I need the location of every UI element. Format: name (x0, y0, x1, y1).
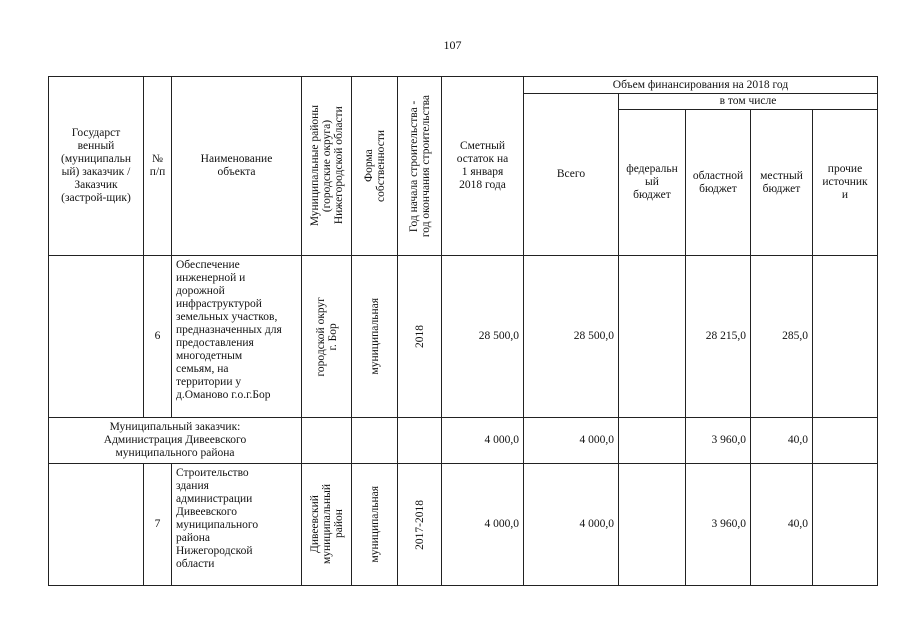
cell-ownership-text: муниципальная (368, 298, 381, 375)
cell-district (302, 464, 352, 586)
cell-ownership-text: муниципальная (368, 486, 381, 563)
header-object-name: Наименование объекта (172, 77, 302, 256)
header-total: Всего (524, 94, 619, 256)
cell-num: 6 (144, 256, 172, 418)
cell-district-text: Дивеевский муниципальный район (308, 484, 345, 565)
header-municipal-districts-text: Муниципальные районы (городские округа) Нижегородской области (308, 105, 345, 227)
cell-years-text: 2017-2018 (413, 499, 426, 550)
header-municipal-districts (302, 77, 352, 256)
group-years (398, 418, 442, 464)
cell-object: Обеспечение инженерной и дорожной инфраструктурой земельных участков, предназначенных для предоставления многодетным семьям, на территории у д.Оманово г.о.г.Бор (172, 256, 302, 418)
header-years-text: Год начала строительства - год окончания строительства (407, 94, 432, 238)
header-regional: областной бюджет (686, 110, 751, 256)
group-local: 40,0 (751, 418, 813, 464)
header-row-1 (49, 77, 878, 94)
cell-estimate: 28 500,0 (442, 256, 524, 418)
header-years (398, 77, 442, 256)
cell-years-text: 2018 (413, 325, 426, 348)
cell-federal (619, 464, 686, 586)
group-federal (619, 418, 686, 464)
header-including: в том числе (619, 94, 878, 110)
cell-local: 40,0 (751, 464, 813, 586)
header-estimate-remainder: Сметный остаток на 1 января 2018 года (442, 77, 524, 256)
cell-total: 4 000,0 (524, 464, 619, 586)
header-local: местный бюджет (751, 110, 813, 256)
cell-other (813, 464, 878, 586)
cell-district-text: городской округ г. Бор (314, 296, 339, 377)
cell-regional: 3 960,0 (686, 464, 751, 586)
header-other: прочие источник и (813, 110, 878, 256)
page-number: 107 (443, 38, 462, 52)
cell-ownership (352, 464, 398, 586)
cell-regional: 28 215,0 (686, 256, 751, 418)
cell-local: 285,0 (751, 256, 813, 418)
cell-num: 7 (144, 464, 172, 586)
group-regional: 3 960,0 (686, 418, 751, 464)
cell-federal (619, 256, 686, 418)
cell-ownership (352, 256, 398, 418)
header-num: № п/п (144, 77, 172, 256)
group-ownership (352, 418, 398, 464)
header-customer: Государст венный (муниципальн ый) заказчик / Заказчик (застрой-щик) (49, 77, 144, 256)
group-district (302, 418, 352, 464)
group-row (49, 418, 878, 464)
group-label: Муниципальный заказчик: Администрация Дивеевского муниципального района (49, 418, 302, 464)
cell-customer (49, 256, 144, 418)
group-total: 4 000,0 (524, 418, 619, 464)
cell-district (302, 256, 352, 418)
cell-object: Строительство здания администрации Дивеевского муниципального района Нижегородской области (172, 464, 302, 586)
header-ownership-text: Форма собственности (362, 130, 387, 202)
group-other (813, 418, 878, 464)
table-row (49, 464, 878, 586)
cell-customer (49, 464, 144, 586)
financing-table (48, 76, 878, 586)
header-federal: федеральн ый бюджет (619, 110, 686, 256)
cell-estimate: 4 000,0 (442, 464, 524, 586)
header-financing-volume: Объем финансирования на 2018 год (524, 77, 878, 94)
group-estimate: 4 000,0 (442, 418, 524, 464)
cell-other (813, 256, 878, 418)
table-row (49, 256, 878, 418)
cell-years (398, 464, 442, 586)
header-ownership (352, 77, 398, 256)
cell-total: 28 500,0 (524, 256, 619, 418)
cell-years (398, 256, 442, 418)
